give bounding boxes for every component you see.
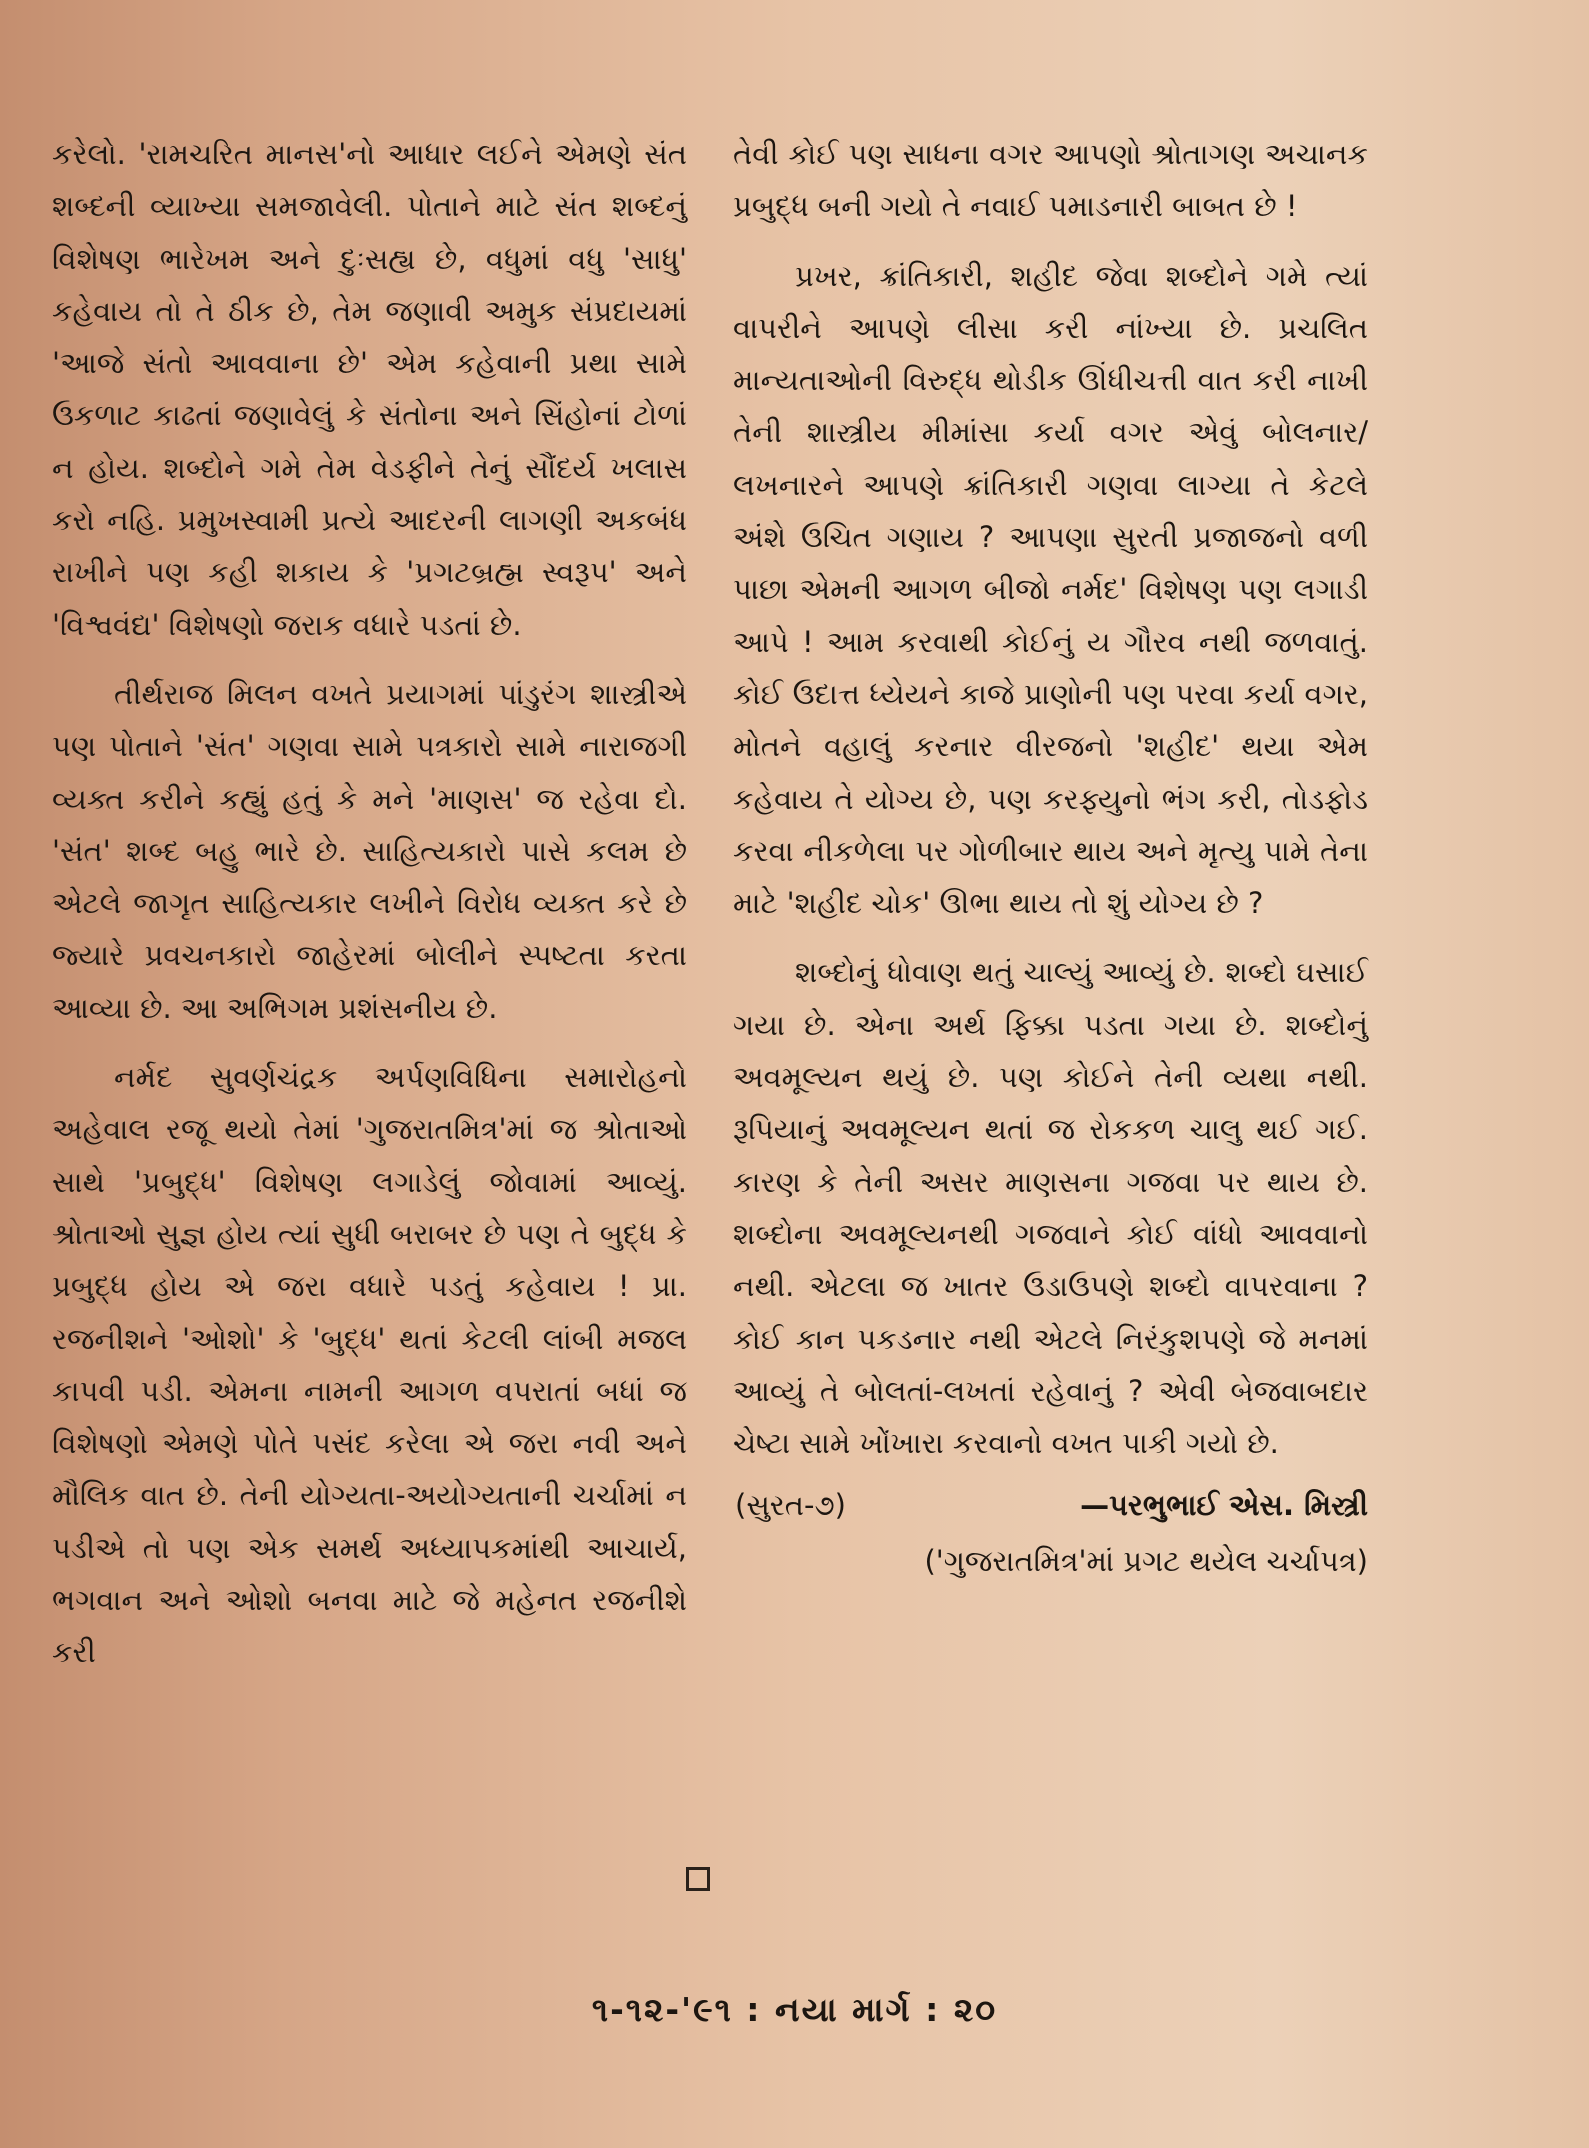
left-paragraph-3: નર્મદ સુવર્ણચંદ્રક અર્પણવિધિના સમારોહનો અહેવાલ રજૂ થયો તેમાં 'ગુજરાતમિત્ર'માં જ શ્રોતાઓ સાથે 'પ્રબુદ્ધ' વિશેષણ લગાડેલું જોવામાં આવ્યું. શ્રોતાઓ સુજ્ઞ હોય ત્યાં સુધી બરાબર છે પણ તે બુદ્ધ કે પ્રબુદ્ધ હોય એ જરા વધારે પડતું કહેવાય ! પ્રા. રજનીશને 'ઓશો' કે 'બુદ્ધ' થતાં કેટલી લાંબી મજલ કાપવી પડી. એમના નામની આગળ વપરાતાં બધાં જ વિશેષણો એમણે પોતે પસંદ કરેલા એ જરા નવી અને મૌલિક વાત છે. તેની યોગ્યતા-અયોગ્યતાની ચર્ચામાં ન પડીએ તો પણ એક સમર્થ અધ્યાપકમાંથી આચાર્ય, ભગવાન અને ઓશો બનવા માટે જે મહેનત રજનીશે કરી	[52, 1060, 687, 1670]
right-paragraph-2: પ્રખર, ક્રાંતિકારી, શહીદ જેવા શબ્દોને ગમે ત્યાં વાપરીને આપણે લીસા કરી નાંખ્યા છે. પ્રચલિત માન્યતાઓની વિરુદ્ધ થોડીક ઊંધીચત્તી વાત કરી નાખી તેની શાસ્ત્રીય મીમાંસા કર્યા વગર એવું બોલનાર/લખનારને આપણે ક્રાંતિકારી ગણવા લાગ્યા તે કેટલે અંશે ઉચિત ગણાય ? આપણા સુરતી પ્રજાજનો વળી પાછા એમની આગળ બીજો નર્મદ' વિશેષણ પણ લગાડી આપે ! આમ કરવાથી કોઈનું ય ગૌરવ નથી જળવાતું. કોઈ ઉદાત્ત ધ્યેયને કાજે પ્રાણોની પણ પરવા કર્યા વગર, મોતને વહાલું કરનાર વીરજનો 'શહીદ' થયા એમ કહેવાય તે યોગ્ય છે, પણ કરફ્યુનો ભંગ કરી, તોડફોડ કરવા નીકળેલા પર ગોળીબાર થાય અને મૃત્યુ પામે તેના માટે 'શહીદ ચોક' ઊભા થાય તો શું યોગ્ય છે ?	[733, 258, 1368, 921]
right-paragraph-3: શબ્દોનું ધોવાણ થતું ચાલ્યું આવ્યું છે. શબ્દો ઘસાઈ ગયા છે. એના અર્થ ફિક્કા પડતા ગયા છે. શબ્દોનું અવમૂલ્યન થયું છે. પણ કોઈને તેની વ્યથા નથી. રૂપિયાનું અવમૂલ્યન થતાં જ રોકકળ ચાલુ થઈ ગઈ. કારણ કે તેની અસર માણસના ગજવા પર થાય છે. શબ્દોના અવમૂલ્યનથી ગજવાને કોઈ વાંધો આવવાનો નથી. એટલા જ ખાતર ઉડાઉપણે શબ્દો વાપરવાના ? કોઈ કાન પકડનાર નથી એટલે નિરંકુશપણે જે મનમાં આવ્યું તે બોલતાં-લખતાં રહેવાનું ? એવી બેજવાબદાર ચેષ્ટા સામે ખોંખારા કરવાનો વખત પાકી ગયો છે.	[733, 955, 1368, 1461]
left-paragraph-1: કરેલો. 'રામચરિત માનસ'નો આધાર લઈને એમણે સંત શબ્દની વ્યાખ્યા સમજાવેલી. પોતાને માટે સંત શબ્દનું વિશેષણ ભારેખમ અને દુઃસહ્ય છે, વધુમાં વધુ 'સાધુ' કહેવાય તો તે ઠીક છે, તેમ જણાવી અમુક સંપ્રદાયમાં 'આજે સંતો આવવાના છે' એમ કહેવાની પ્રથા સામે ઉકળાટ કાઢતાં જણાવેલું કે સંતોના અને સિંહોનાં ટોળાં ન હોય. શબ્દોને ગમે તેમ વેડફીને તેનું સૌંદર્ય ખલાસ કરો નહિ. પ્રમુખસ્વામી પ્રત્યે આદરની લાગણી અકબંધ રાખીને પણ કહી શકાય કે 'પ્રગટબ્રહ્મ સ્વરૂપ' અને 'વિશ્વવંદ્ય' વિશેષણો જરાક વધારે પડતાં છે.	[52, 137, 687, 642]
signature-place: (સુરત-૭)	[735, 1488, 846, 1523]
page-footer: ૧-૧૨-'૯૧ : નયા માર્ગ : ૨૦	[591, 1990, 998, 2029]
left-column	[52, 128, 687, 1679]
signature-source: ('ગુજરાતમિત્ર'માં પ્રગટ થયેલ ચર્ચાપત્ર)	[924, 1544, 1368, 1579]
signature-author: —પરભુભાઈ એસ. મિસ્ત્રી	[1080, 1488, 1368, 1523]
end-of-article-square-icon	[686, 1867, 710, 1891]
right-column	[733, 128, 1368, 1588]
left-paragraph-2: તીર્થરાજ મિલન વખતે પ્રયાગમાં પાંડુરંગ શાસ્ત્રીએ પણ પોતાને 'સંત' ગણવા સામે પત્રકારો સામે નારાજગી વ્યક્ત કરીને કહ્યું હતું કે મને 'માણસ' જ રહેવા દો. 'સંત' શબ્દ બહુ ભારે છે. સાહિત્યકારો પાસે કલમ છે એટલે જાગૃત સાહિત્યકાર લખીને વિરોધ વ્યક્ત કરે છે જ્યારે પ્રવચનકારો જાહેરમાં બોલીને સ્પષ્ટતા કરતા આવ્યા છે. આ અભિગમ પ્રશંસનીય છે.	[52, 676, 687, 1025]
right-paragraph-1: તેવી કોઈ પણ સાધના વગર આપણો શ્રોતાગણ અચાનક પ્રબુદ્ધ બની ગયો તે નવાઈ પમાડનારી બાબત છે !	[733, 137, 1368, 224]
signature-row	[733, 1479, 1368, 1535]
